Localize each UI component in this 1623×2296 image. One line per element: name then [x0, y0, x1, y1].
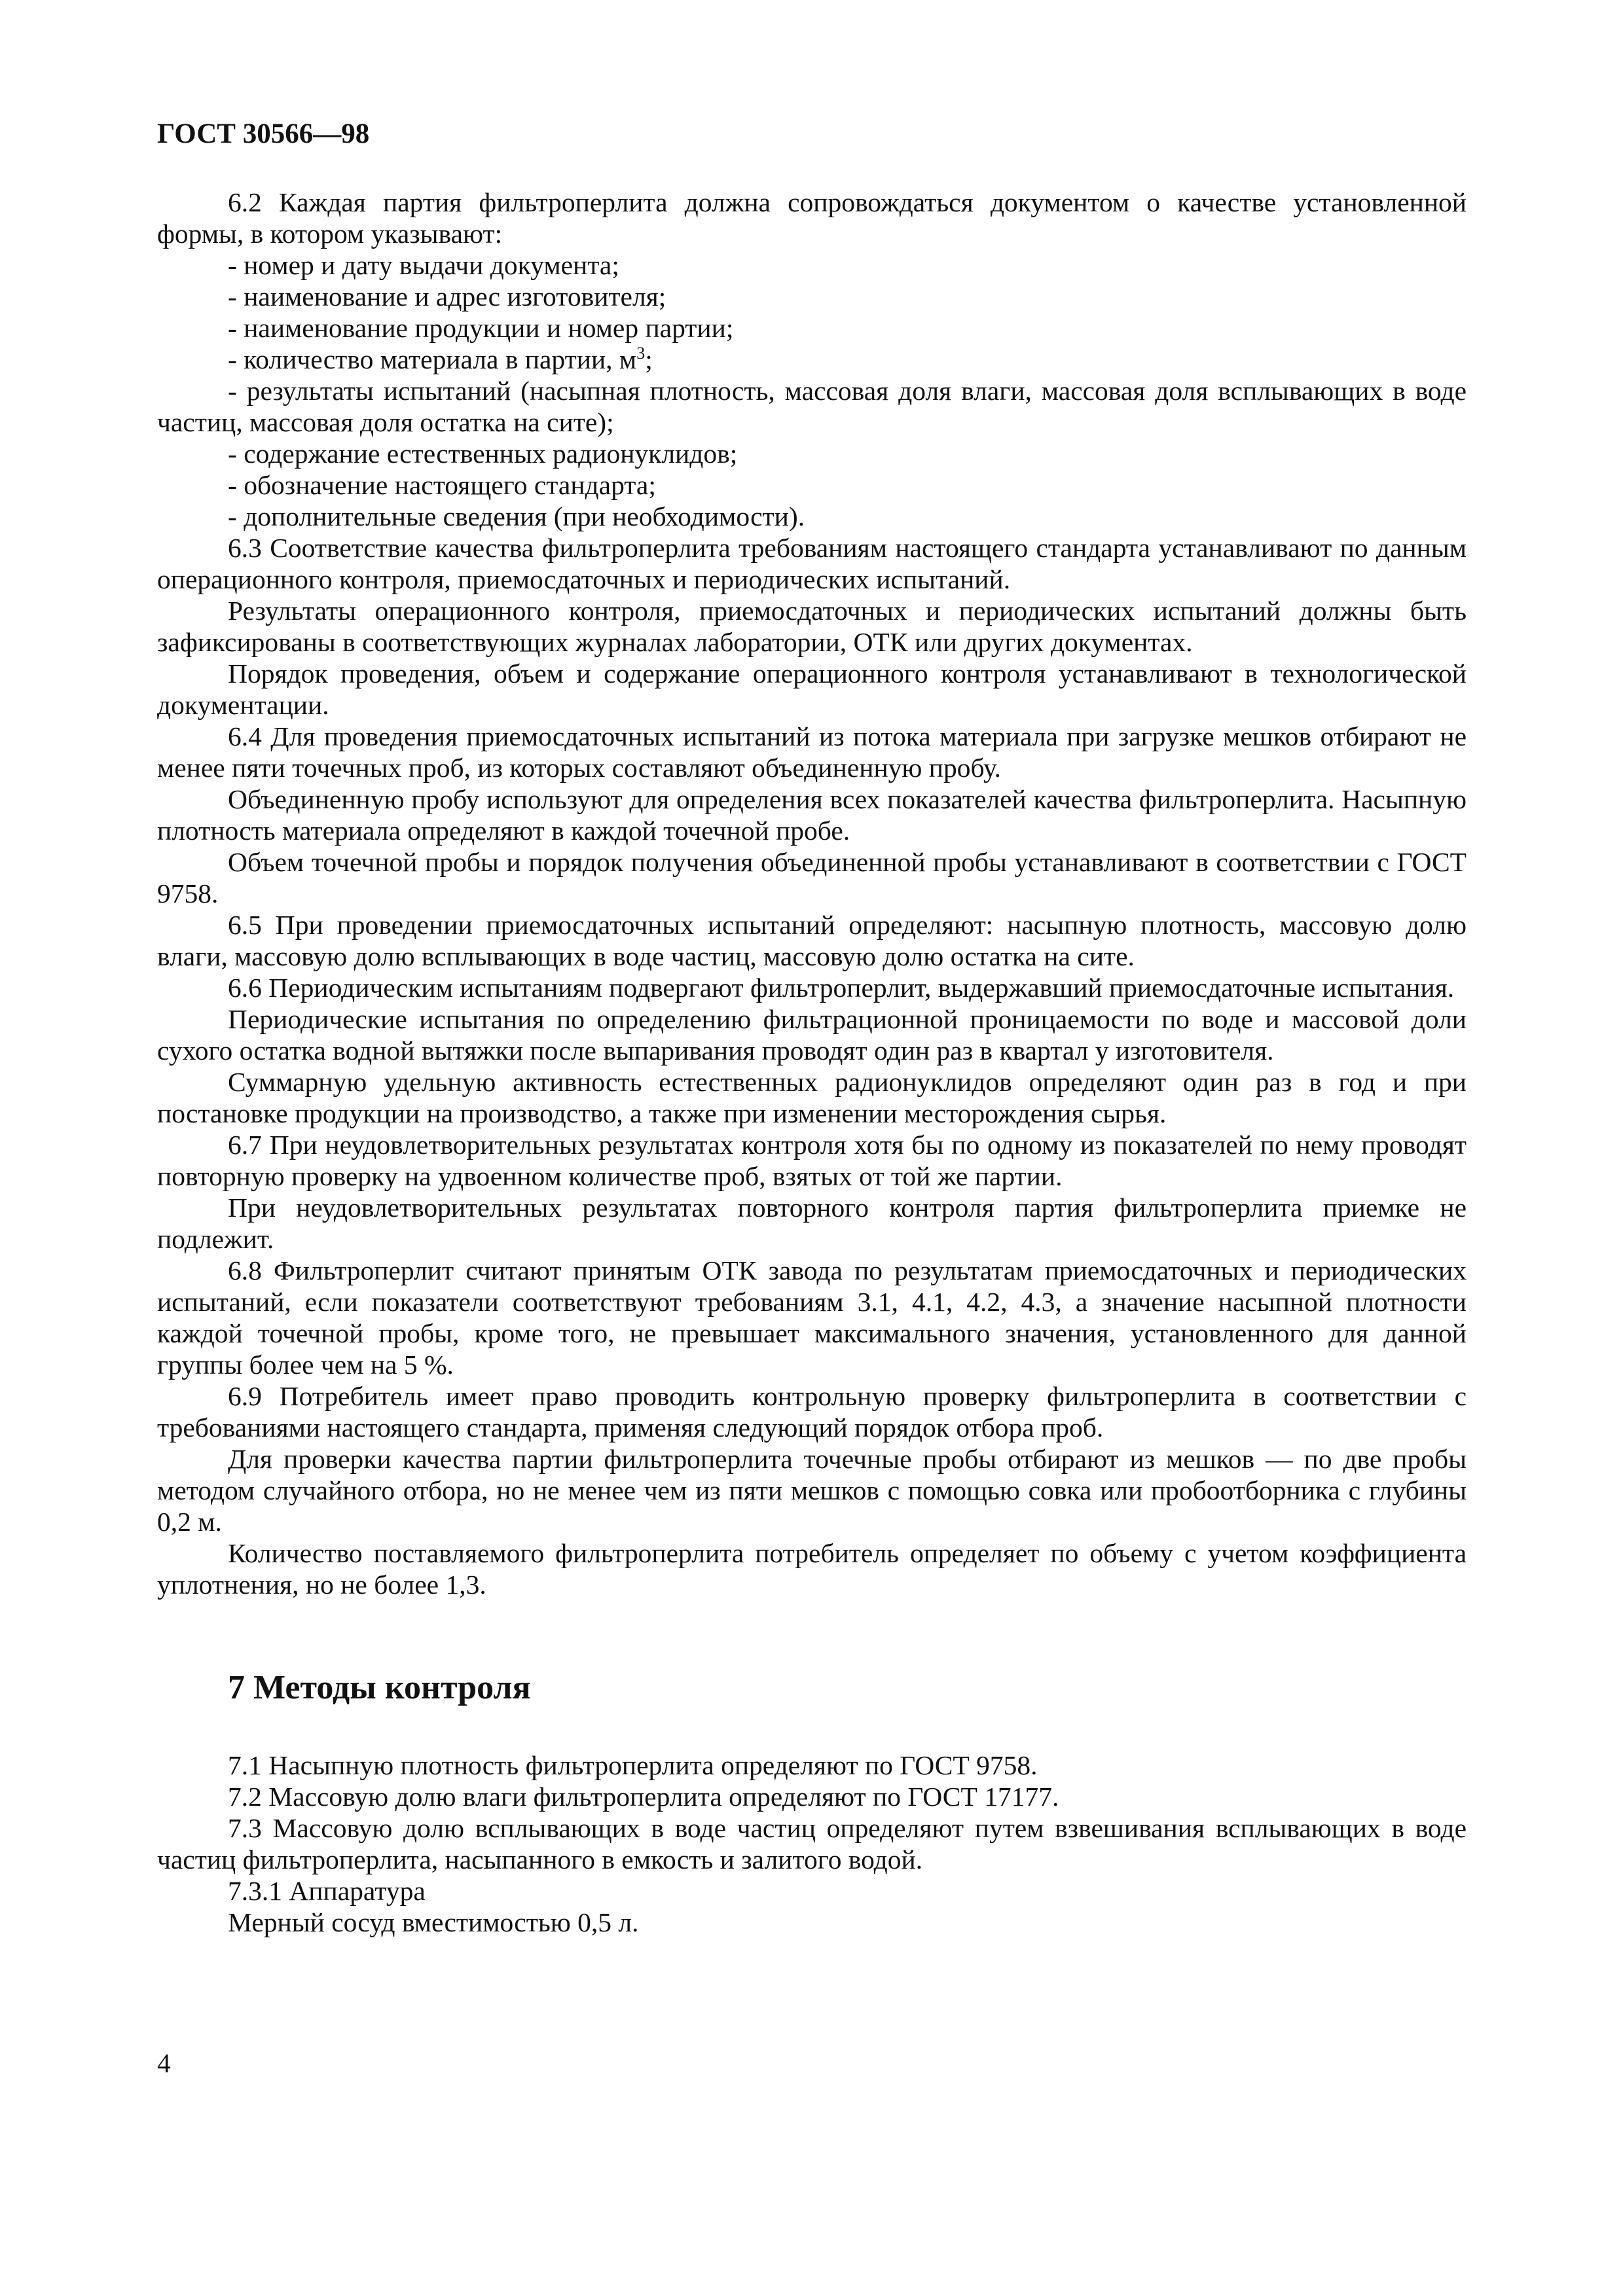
section-7-body: [157, 1749, 1467, 1938]
paragraph: Результаты операционного контроля, приемосдаточных и периодических испытаний должны быть зафиксированы в соответствующих журналах лаборатории, ОТК или других документах.: [157, 596, 1467, 657]
list-item-text: - количество материала в партии, м: [228, 344, 637, 374]
paragraph: 7.2 Массовую долю влаги фильтроперлита определяют по ГОСТ 17177.: [228, 1782, 1059, 1812]
list-item: - наименование и адрес изготовителя;: [228, 281, 666, 312]
document-page: [157, 115, 1467, 1938]
paragraph: 6.3 Соответствие качества фильтроперлита требованиям настоящего стандарта устанавливают по данным операционного контроля, приемосдаточных и периодических испытаний.: [157, 533, 1467, 594]
paragraph: 6.5 При проведении приемосдаточных испытаний определяют: насыпную плотность, массовую долю влаги, массовую долю всплывающих в воде частиц, массовую долю остатка на сите.: [157, 910, 1467, 971]
paragraph: Количество поставляемого фильтроперлита потребитель определяет по объему с учетом коэффициента уплотнения, но не более 1,3.: [157, 1538, 1467, 1600]
section-heading: 7 Методы контроля: [228, 1669, 531, 1706]
paragraph: 6.4 Для проведения приемосдаточных испытаний из потока материала при загрузке мешков отбирают не менее пяти точечных проб, из которых составляют объединенную пробу.: [157, 721, 1467, 783]
standard-code-header: ГОСТ 30566—98: [157, 118, 370, 149]
list-item: - номер и дату выдачи документа;: [228, 250, 619, 280]
paragraph: Порядок проведения, объем и содержание операционного контроля устанавливают в технологической документации.: [157, 658, 1467, 720]
paragraph: 6.8 Фильтроперлит считают принятым ОТК завода по результатам приемосдаточных и периодических испытаний, если показатели соответствуют требованиям 3.1, 4.1, 4.2, 4.3, а значение насыпной плотности каждой точечной пробы, кроме того, не превышает максимального значения, установленного для данной группы более чем на 5 %.: [157, 1255, 1467, 1380]
section-6-body: [157, 532, 1467, 1600]
paragraph: Объединенную пробу используют для определения всех показателей качества фильтроперлита. Насыпную плотность материала определяют в каждой точечной пробе.: [157, 784, 1467, 846]
paragraph: 6.9 Потребитель имеет право проводить контрольную проверку фильтроперлита в соответствии с требованиями настоящего стандарта, применяя следующий порядок отбора проб.: [157, 1381, 1467, 1443]
paragraph: Периодические испытания по определению фильтрационной проницаемости по воде и массовой доли сухого остатка водной вытяжки после выпаривания проводят один раз в квартал у изготовителя.: [157, 1004, 1467, 1066]
page-number: 4: [157, 2048, 171, 2078]
paragraph: Суммарную удельную активность естественных радионуклидов определяют один раз в год и при постановке продукции на производство, а также при изменении месторождения сырья.: [157, 1067, 1467, 1128]
list-item: - результаты испытаний (насыпная плотность, массовая доля влаги, массовая доля всплывающих в воде частиц, массовая доля остатка на сите);: [157, 376, 1467, 437]
list-item-quantity: [157, 344, 1467, 375]
paragraph: 6.7 При неудовлетворительных результатах контроля хотя бы по одному из показателей по нему проводят повторную проверку на удвоенном количестве проб, взятых от той же партии.: [157, 1130, 1467, 1191]
list-item-punctuation: ;: [645, 344, 653, 374]
paragraph: При неудовлетворительных результатах повторного контроля партия фильтроперлита приемке не подлежит.: [157, 1193, 1467, 1254]
unit-superscript: 3: [636, 344, 646, 363]
paragraph: 7.3.1 Аппаратура: [228, 1876, 426, 1906]
list-item: - наименование продукции и номер партии;: [228, 313, 734, 343]
paragraph: 7.1 Насыпную плотность фильтроперлита определяют по ГОСТ 9758.: [228, 1750, 1038, 1780]
paragraph: Мерный сосуд вместимостью 0,5 л.: [228, 1907, 639, 1937]
paragraph-6-2: 6.2 Каждая партия фильтроперлита должна сопровождаться документом о качестве установленной формы, в котором указывают:: [157, 187, 1467, 249]
list-item: - обозначение настоящего стандарта;: [228, 470, 656, 500]
document-contents-list: [157, 249, 1467, 532]
paragraph: Объем точечной пробы и порядок получения объединенной пробы устанавливают в соответствии с ГОСТ 9758.: [157, 847, 1467, 908]
paragraph: 6.6 Периодическим испытаниям подвергают фильтроперлит, выдержавший приемосдаточные испытания.: [228, 973, 1455, 1003]
paragraph: 7.3 Массовую долю всплывающих в воде частиц определяют путем взвешивания всплывающих в воде частиц фильтроперлита, насыпанного в емкость и залитого водой.: [157, 1813, 1467, 1874]
list-item: - дополнительные сведения (при необходимости).: [228, 501, 805, 531]
paragraph: Для проверки качества партии фильтроперлита точечные пробы отбирают из мешков — по две пробы методом случайного отбора, но не менее чем из пяти мешков с помощью совка или пробоотборника с глубины 0,2 м.: [157, 1444, 1467, 1537]
list-item: - содержание естественных радионуклидов;: [228, 439, 738, 469]
